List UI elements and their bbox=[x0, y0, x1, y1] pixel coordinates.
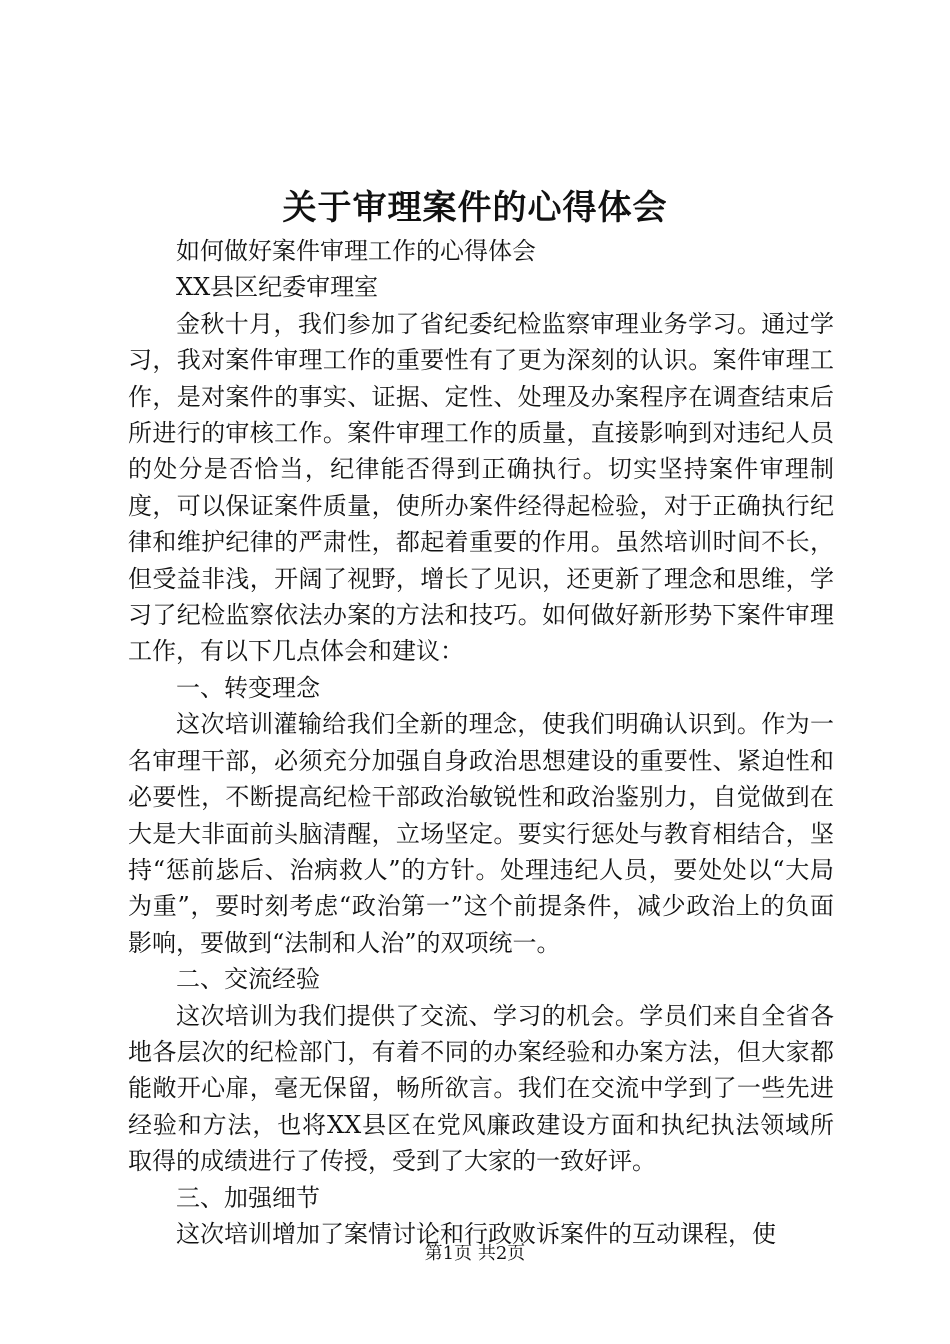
section-body-2: 这次培训为我们提供了交流、学习的机会。学员们来自全省各地各层次的纪检部门，有着不同的办案经验和办案方法，但大家都能敞开心扉，毫无保留，畅所欲言。我们在交流中学到了一些先进经验和方法，也将XX县区在党风廉政建设方面和执纪执法领域所取得的成绩进行了传授，受到了大家的一致好评。 bbox=[128, 1001, 834, 1176]
section-heading-1: 一、转变理念 bbox=[176, 673, 320, 702]
intro-paragraph: 金秋十月，我们参加了省纪委纪检监察审理业务学习。通过学习，我对案件审理工作的重要性有了更为深刻的认识。案件审理工作，是对案件的事实、证据、定性、处理及办案程序在调查结束后所进行的审核工作。案件审理工作的质量，直接影响到对违纪人员的处分是否恰当，纪律能否得到正确执行。切实坚持案件审理制度，可以保证案件质量，使所办案件经得起检验，对于正确执行纪律和维护纪律的严肃性，都起着重要的作用。虽然培训时间不长，但受益非浅，开阔了视野，增长了见识，还更新了理念和思维，学习了纪检监察依法办案的方法和技巧。如何做好新形势下案件审理工作，有以下几点体会和建议： bbox=[128, 309, 834, 666]
author-paragraph: XX县区纪委审理室 bbox=[176, 273, 379, 302]
section-body-1: 这次培训灌输给我们全新的理念，使我们明确认识到。作为一名审理干部，必须充分加强自身政治思想建设的重要性、紧迫性和必要性，不断提高纪检干部政治敏锐性和政治鉴别力，自觉做到在大是大非面前头脑清醒，立场坚定。要实行惩处与教育相结合，坚持“惩前毖后、治病救人”的方针。处理违纪人员，要处处以“大局为重”，要时刻考虑“政治第一”这个前提条件，减少政治上的负面影响，要做到“法制和人治”的双项统一。 bbox=[128, 710, 834, 957]
page-footer: 第1页 共2页 bbox=[424, 1243, 526, 1264]
document-body bbox=[128, 233, 834, 1252]
subtitle-paragraph: 如何做好案件审理工作的心得体会 bbox=[176, 237, 536, 265]
section-body-3: 这次培训增加了案情讨论和行政败诉案件的互动课程，使 bbox=[176, 1219, 776, 1248]
section-heading-2: 二、交流经验 bbox=[176, 965, 320, 994]
document-title: 关于审理案件的心得体会 bbox=[282, 188, 668, 228]
section-heading-3: 三、加强细节 bbox=[176, 1183, 320, 1212]
